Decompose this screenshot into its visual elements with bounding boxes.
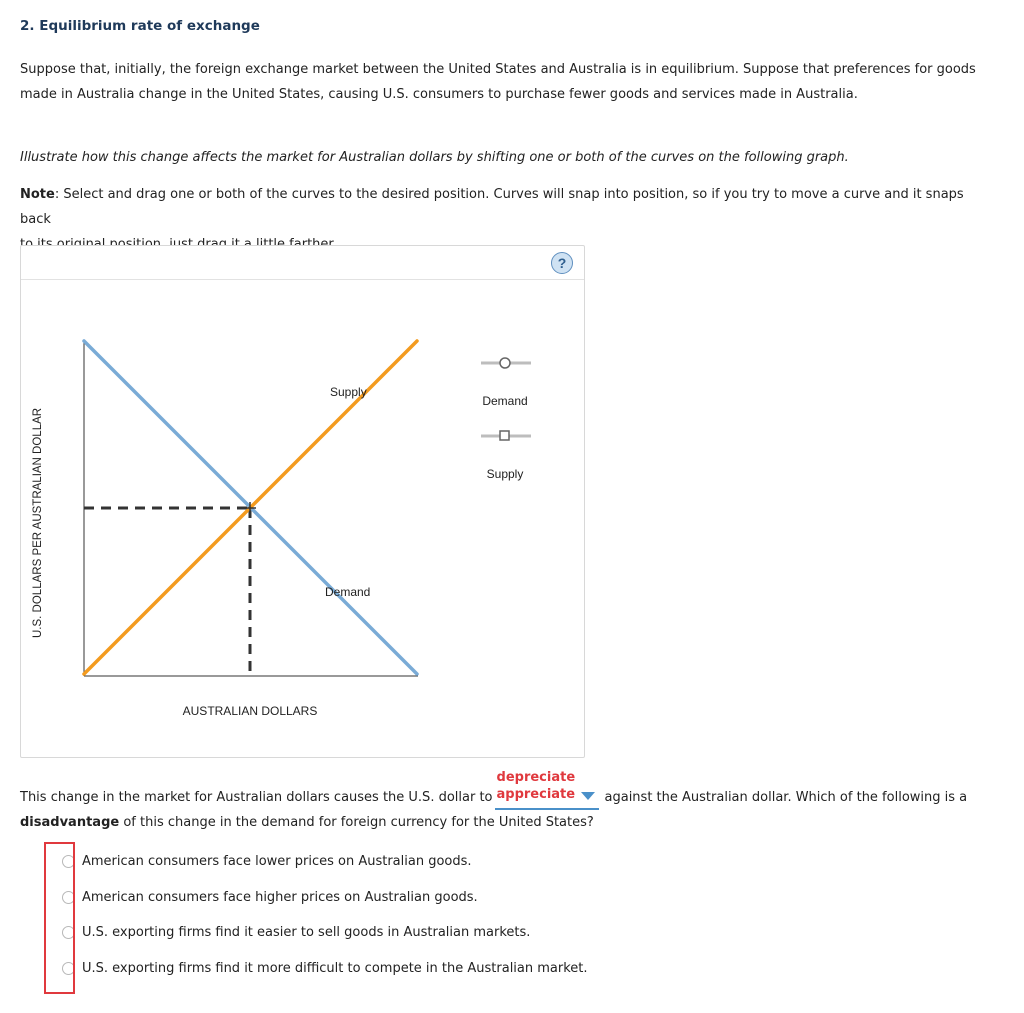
intro-line-1: Suppose that, initially, the foreign exchange market between the United States and Australia is in equilibrium. Suppose that preferences for goods	[20, 62, 976, 77]
graph-canvas	[21, 246, 584, 757]
option-1-label[interactable]: American consumers face lower prices on Australian goods.	[82, 854, 472, 869]
note-line-1: : Select and drag one or both of the curves to the desired position. Curves will snap into position, so if you try to move a curve and it snaps back	[20, 187, 964, 227]
option-3-label[interactable]: U.S. exporting firms find it easier to sell goods in Australian markets.	[82, 925, 531, 940]
intro-paragraph	[20, 57, 995, 107]
x-axis-label: AUSTRALIAN DOLLARS	[182, 704, 318, 718]
demand-tool-circle-icon[interactable]	[500, 358, 510, 368]
y-axis-label: U.S. DOLLARS PER AUSTRALIAN DOLLAR	[32, 407, 44, 638]
legend-supply-label: Supply	[486, 467, 524, 481]
intro-line-2: made in Australia change in the United States, causing U.S. consumers to purchase fewer goods and services made in Australia.	[20, 87, 858, 102]
note-label: Note	[20, 187, 55, 202]
dropdown-selected-appreciate[interactable]: appreciate	[496, 786, 576, 802]
option-4-label[interactable]: U.S. exporting firms find it more difficult to compete in the Australian market.	[82, 961, 588, 976]
question-paragraph	[20, 769, 1010, 835]
selection-highlight-box	[44, 842, 75, 994]
graph-panel	[20, 245, 585, 758]
help-icon[interactable]: ?	[551, 252, 573, 274]
legend-demand-label: Demand	[482, 394, 528, 408]
option-2-label[interactable]: American consumers face higher prices on Australian goods.	[82, 890, 478, 905]
question-bold-word: disadvantage	[20, 815, 120, 830]
demand-curve-label: Demand	[325, 585, 371, 599]
legend-demand-tool[interactable]	[481, 358, 531, 368]
dropdown-arrow-icon[interactable]	[581, 792, 595, 800]
instruction-text: Illustrate how this change affects the market for Australian dollars by shifting one or both of the curves on the following graph.	[20, 150, 849, 165]
supply-curve-label: Supply	[330, 385, 367, 399]
direction-dropdown[interactable]	[495, 769, 599, 810]
legend-supply-tool[interactable]	[481, 431, 531, 440]
dropdown-option-depreciate[interactable]: depreciate	[496, 769, 576, 785]
supply-tool-square-icon[interactable]	[500, 431, 509, 440]
page-title: 2. Equilibrium rate of exchange	[20, 18, 260, 34]
question-text-after: against the Australian dollar. Which of the following is a	[604, 790, 968, 805]
question-text-before: This change in the market for Australian dollars causes the U.S. dollar to	[20, 790, 493, 805]
question-text-line2: of this change in the demand for foreign currency for the United States?	[119, 815, 594, 830]
